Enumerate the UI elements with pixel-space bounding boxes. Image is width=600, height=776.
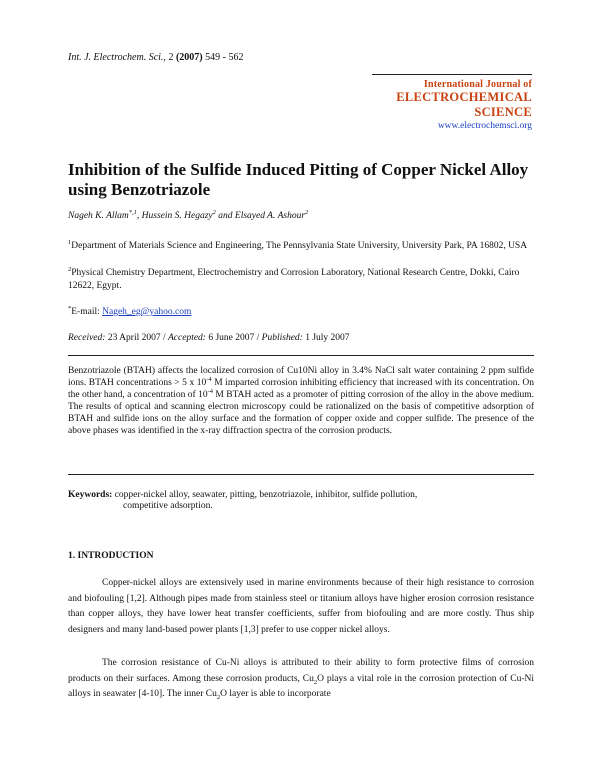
author-1-sup: *,1 — [128, 208, 137, 216]
keywords-line-2: competitive adsorption. — [123, 501, 213, 511]
email-label: E-mail: — [71, 307, 103, 317]
intro-paragraph-1: Copper-nickel alloys are extensively used in marine environments because of their high resistance to corrosion and biofouling [1,2]. Although pipes made from stainless steel or titanium alloys have higher erosion corrosion resistance than copper alloys, they have lower heat transfer coefficients, suffer from biofouling and are more costly. Thus ship designers and many land-based power plants [1,3] prefer to use copper nickel alloys. — [68, 578, 534, 635]
journal-rule — [372, 74, 532, 75]
affiliation-2-sup: 2 — [68, 265, 72, 273]
published-label: Published: — [261, 333, 303, 343]
intro-p2-sub-2: 2 — [216, 694, 221, 702]
affiliation-2-text: Physical Chemistry Department, Electrochemistry and Corrosion Laboratory, National Research Centre, Dokki, Cairo 12622, Egypt. — [68, 268, 520, 291]
intro-p2-part-b: O plays a vital role in the corrosion protection of Cu-Ni alloys in seawater [4-10]. The inner Cu — [68, 673, 534, 700]
affiliation-2 — [68, 267, 538, 293]
divider-top — [68, 355, 534, 356]
affiliation-1-sup: 1 — [68, 238, 72, 246]
affiliation-1 — [68, 240, 538, 253]
keywords-line-1: copper-nickel alloy, seawater, pitting, benzotriazole, inhibitor, sulfide pollution, — [112, 490, 418, 500]
affiliation-1-text: Department of Materials Science and Engineering, The Pennsylvania State University, University Park, PA 16802, USA — [71, 241, 528, 251]
abstract-part-1: Benzotriazole (BTAH) affects the localized corrosion of Cu10Ni alloy in 3.4% NaCl salt water containing 2 ppm sulfide ions. BTAH concentrations > 5 x 10 — [68, 366, 534, 388]
accepted-label: Accepted: — [168, 333, 206, 343]
abstract-part-2: M imparted corrosion inhibiting efficiency that increased with its concentration. On the other hand, a concentration of 10 — [68, 378, 534, 400]
intro-p2-part-a: The corrosion resistance of Cu-Ni alloys is attributed to their ability to form protective films of corrosion products on their surfaces. Among these corrosion products, Cu — [68, 658, 534, 684]
accepted-date: 6 June 2007 — [208, 333, 255, 343]
section-heading: 1. INTRODUCTION — [68, 551, 154, 561]
email-sup: * — [68, 304, 72, 312]
citation-journal: Int. J. Electrochem. Sci., — [68, 52, 166, 63]
intro-p2-part-c: O layer is able to incorporate — [220, 689, 331, 700]
author-list — [68, 208, 309, 221]
journal-url-link[interactable]: www.electrochemsci.org — [437, 121, 532, 131]
publication-dates: Received: 23 April 2007 / Accepted: 6 June 2007 / Published: 1 July 2007 — [68, 333, 350, 343]
abstract — [68, 365, 534, 437]
author-1: Nageh K. Allam — [68, 211, 129, 221]
journal-logo — [372, 74, 532, 131]
journal-name-line1: International Journal of — [423, 79, 532, 90]
contact-email — [68, 304, 192, 317]
abstract-exp-2: -4 — [207, 387, 214, 395]
author-2: , Hussein S. Hegazy — [136, 211, 213, 221]
keywords — [68, 489, 534, 501]
keywords-label: Keywords: — [68, 490, 113, 500]
author-3: and Elsayed A. Ashour — [215, 211, 306, 221]
intro-paragraph-2 — [68, 656, 534, 703]
citation-pages: 549 - 562 — [205, 52, 244, 63]
received-date: 23 April 2007 — [107, 333, 161, 343]
author-2-sup: 2 — [212, 208, 216, 216]
journal-name-line3: SCIENCE — [474, 105, 532, 119]
paper-title: Inhibition of the Sulfide Induced Pitting of Copper Nickel Alloy using Benzotriazole — [68, 160, 529, 199]
received-label: Received: — [68, 333, 106, 343]
abstract-exp-1: -4 — [206, 375, 212, 383]
abstract-part-3: M BTAH acted as a promoter of pitting corrosion of the alloy in the above medium. The results of optical and scanning electron microscopy could be rationalized on the basis of competitive adsorption of BTAH and sulfide ions on the alloy surface and the formation of copper oxide and copper sulfide. The presence of the above phases was identified in the x-ray diffraction spectra of the corrosion products. — [68, 390, 535, 436]
email-link[interactable]: Nageh_eg@yahoo.com — [102, 307, 192, 317]
published-date: 1 July 2007 — [305, 333, 350, 343]
divider-bottom — [68, 474, 534, 475]
author-3-sup: 2 — [305, 208, 309, 216]
citation-line — [68, 52, 243, 63]
citation-year: (2007) — [175, 52, 203, 63]
citation-volume: 2 — [168, 52, 174, 63]
intro-p2-sub-1: 2 — [313, 678, 318, 686]
journal-name-line2: ELECTROCHEMICAL — [396, 90, 532, 104]
